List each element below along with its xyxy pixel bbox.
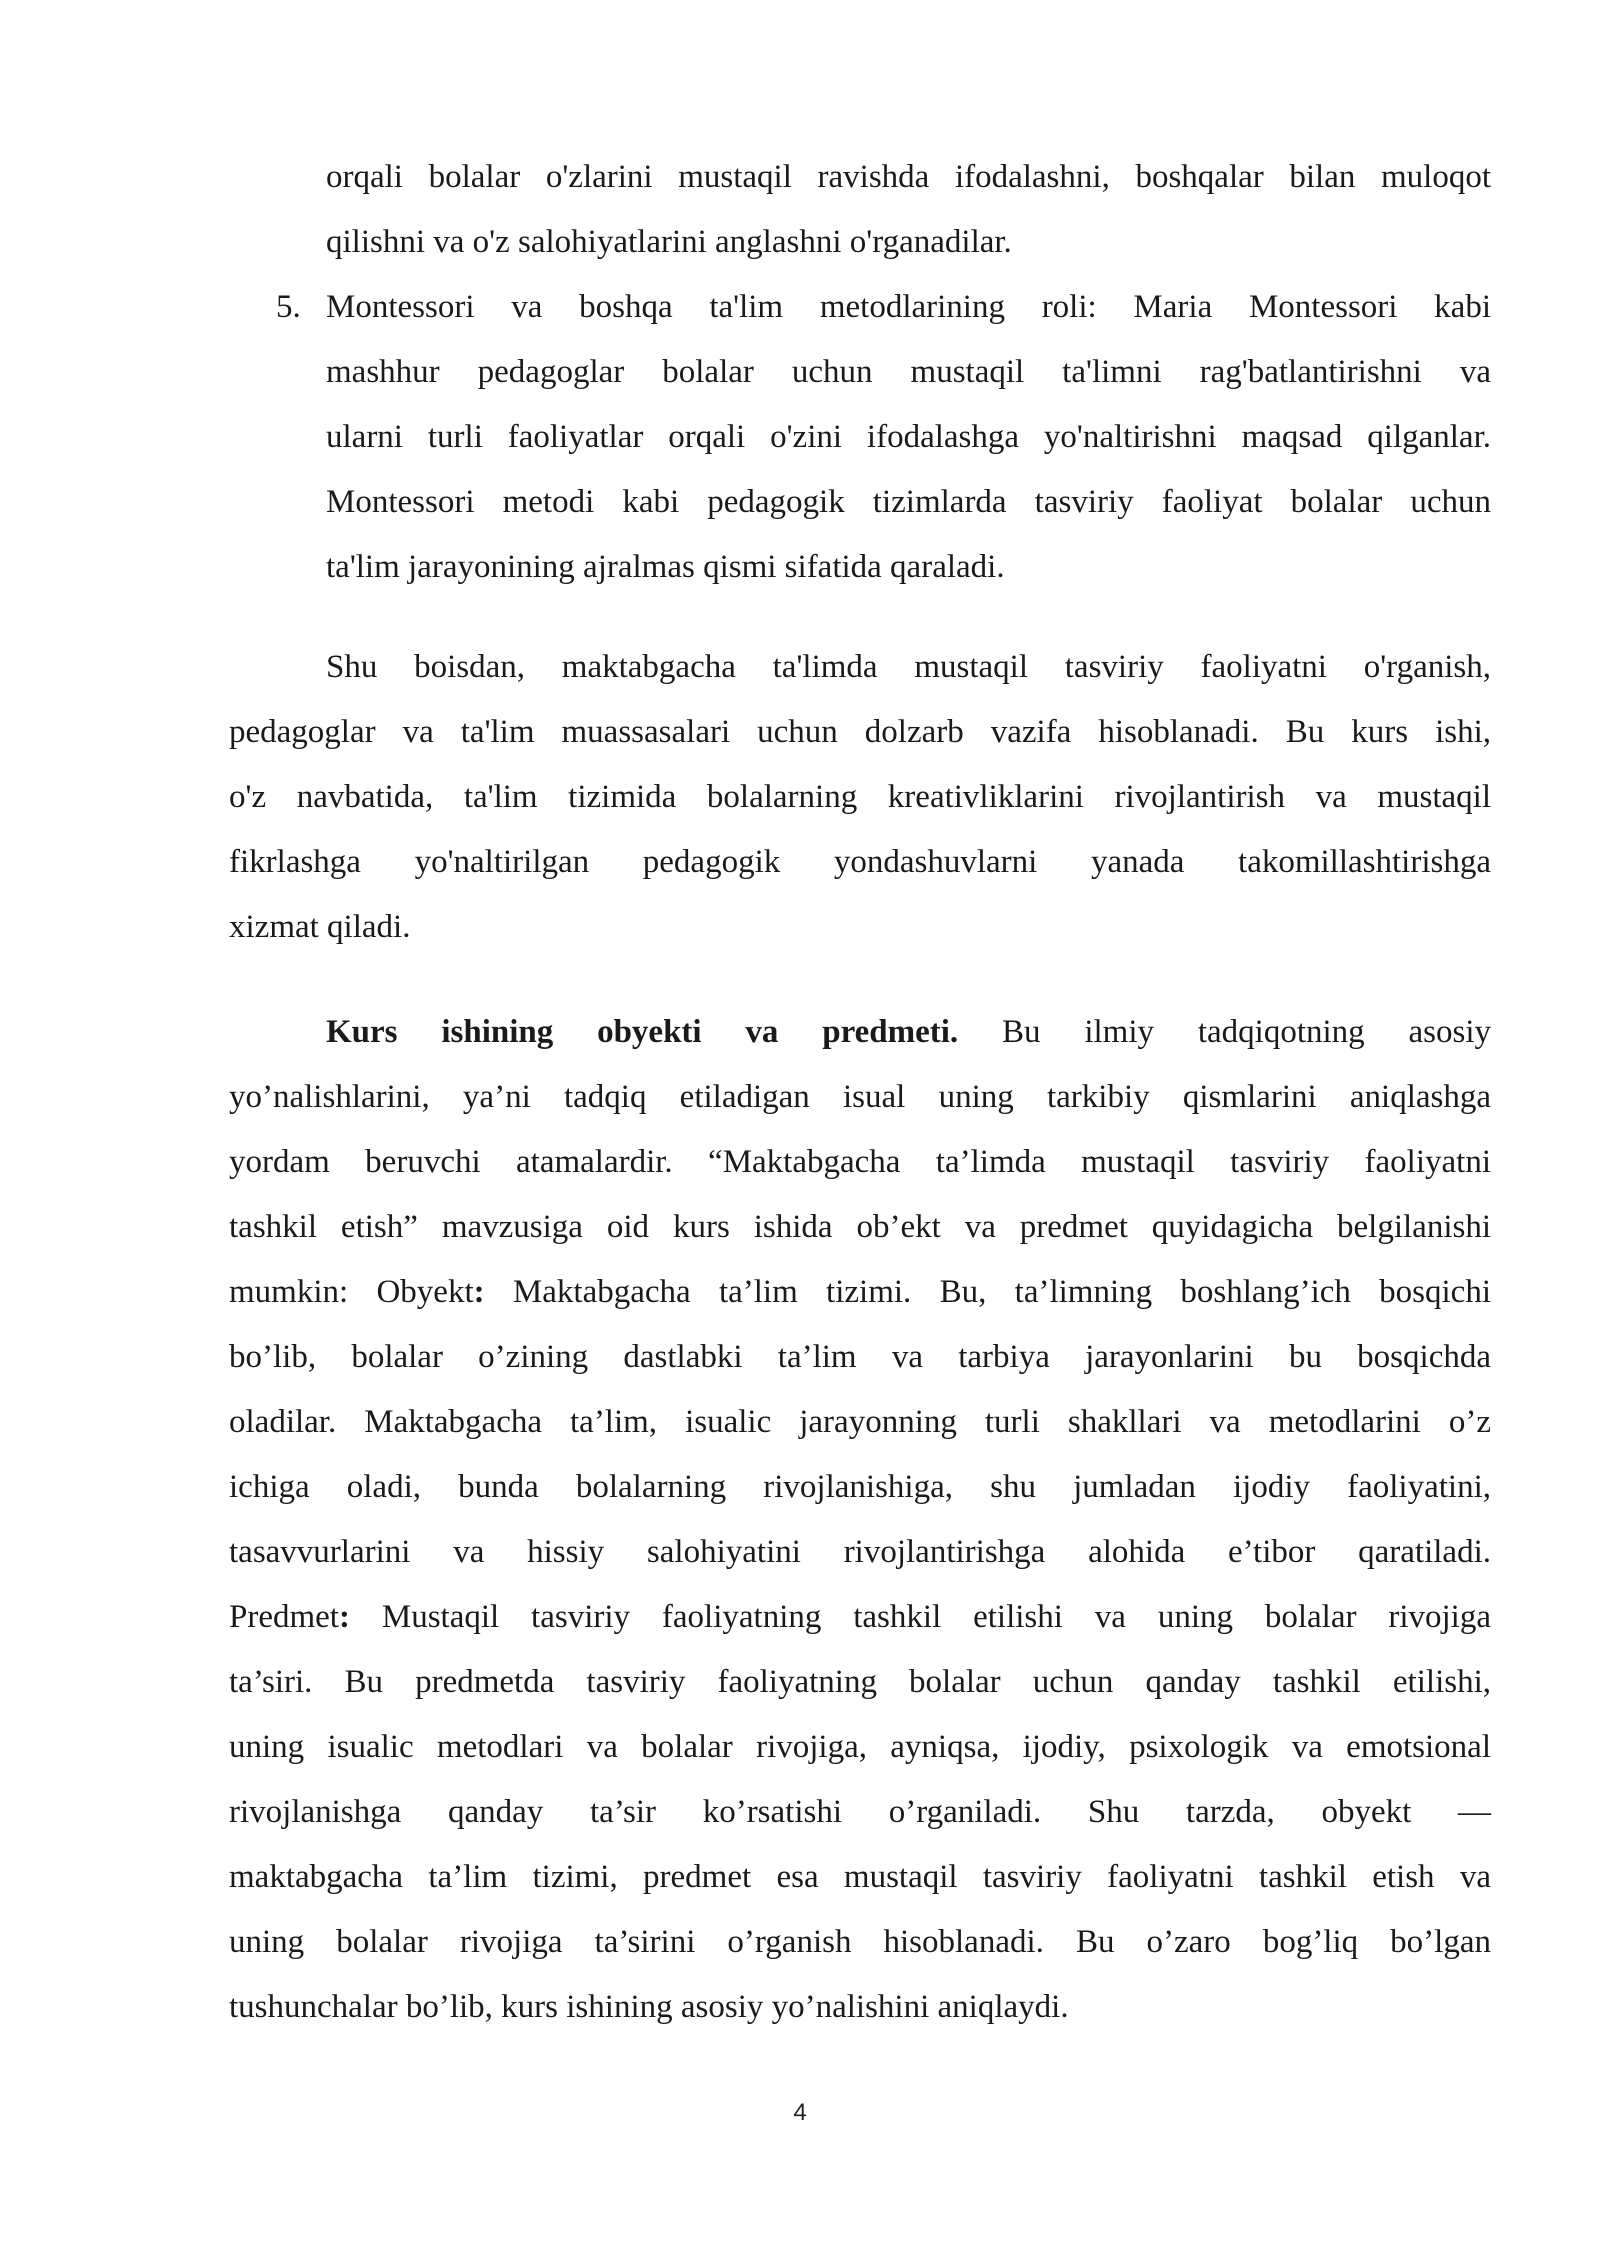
paragraph-shu-boisdan xyxy=(229,635,1491,960)
text-line: pedagoglar va ta'lim muassasalari uchun dolzarb vazifa hisoblanadi. Bu kurs ishi, xyxy=(229,714,1491,750)
obyekt-text: Maktabgacha ta’lim tizimi. Bu, ta’limning boshlang’ich bosqichi xyxy=(484,1274,1491,1310)
text-line: bo’lib, bolalar o’zining dastlabki ta’lim va tarbiya jarayonlarini bu bosqichda xyxy=(229,1339,1491,1375)
text-line: ta'lim jarayonining ajralmas qismi sifatida qaraladi. xyxy=(326,549,1005,585)
text-line xyxy=(229,1585,1491,1650)
heading-line-rest: Bu ilmiy tadqiqotning asosiy xyxy=(958,1014,1491,1050)
text-line: mashhur pedagoglar bolalar uchun mustaqil ta'limni rag'batlantirishni va xyxy=(326,354,1491,390)
page-number: 4 xyxy=(793,2099,807,2126)
text-line: yo’nalishlarini, ya’ni tadqiq etiladigan isual uning tarkibiy qismlarini aniqlashga xyxy=(229,1079,1491,1115)
predmet-text: Mustaqil tasviriy faoliyatning tashkil etilishi va uning bolalar rivojiga xyxy=(349,1599,1491,1635)
text-line: uning isualic metodlari va bolalar rivojiga, ayniqsa, ijodiy, psixologik va emotsional xyxy=(229,1729,1491,1765)
predmet-colon: : xyxy=(338,1599,350,1635)
text-line: fikrlashga yo'naltirilgan pedagogik yondashuvlarni yanada takomillashtirishga xyxy=(229,844,1491,880)
text-line: maktabgacha ta’lim tizimi, predmet esa mustaqil tasviriy faoliyatni tashkil etish va xyxy=(229,1859,1491,1895)
text-line: ichiga oladi, bunda bolalarning rivojlanishiga, shu jumladan ijodiy faoliyatini, xyxy=(229,1469,1491,1505)
list-item-number: 5. xyxy=(276,289,301,325)
text-line: tasavvurlarini va hissiy salohiyatini rivojlantirishga alohida e’tibor qaratiladi. xyxy=(229,1534,1491,1570)
text-line xyxy=(229,1260,1491,1325)
text-line xyxy=(229,1000,1491,1065)
paragraph-obyekt-predmet xyxy=(229,1000,1491,2040)
text-line: tashkil etish” mavzusiga oid kurs ishida ob’ekt va predmet quyidagicha belgilanishi xyxy=(229,1209,1491,1245)
text-line: rivojlanishga qanday ta’sir ko’rsatishi o’rganiladi. Shu tarzda, obyekt — xyxy=(229,1794,1491,1830)
text-line: orqali bolalar o'zlarini mustaqil ravishda ifodalashni, boshqalar bilan muloqot xyxy=(326,159,1491,195)
text-line: Montessori va boshqa ta'lim metodlarining roli: Maria Montessori kabi xyxy=(326,289,1491,325)
text-line: o'z navbatida, ta'lim tizimida bolalarning kreativliklarini rivojlantirish va mustaqil xyxy=(229,779,1491,815)
predmet-label: Predmet xyxy=(229,1599,339,1635)
list-item-5 xyxy=(326,275,1491,600)
text-line: uning bolalar rivojiga ta’sirini o’rganish hisoblanadi. Bu o’zaro bog’liq bo’lgan xyxy=(229,1924,1491,1960)
text-line: qilishni va o'z salohiyatlarini anglashni o'rganadilar. xyxy=(326,224,1012,260)
text-line: ta’siri. Bu predmetda tasviriy faoliyatning bolalar uchun qanday tashkil etilishi, xyxy=(229,1664,1491,1700)
text-line: xizmat qiladi. xyxy=(229,909,411,945)
section-heading: Kurs ishining obyekti va predmeti. xyxy=(326,1014,959,1050)
text-line: oladilar. Maktabgacha ta’lim, isualic jarayonning turli shakllari va metodlarini o’z xyxy=(229,1404,1491,1440)
text-line: ularni turli faoliyatlar orqali o'zini ifodalashga yo'naltirishni maqsad qilganlar. xyxy=(326,419,1491,455)
obyekt-label: mumkin: Obyekt xyxy=(229,1274,474,1310)
text-line: Shu boisdan, maktabgacha ta'limda mustaqil tasviriy faoliyatni o'rganish, xyxy=(326,649,1491,685)
text-line: Montessori metodi kabi pedagogik tizimlarda tasviriy faoliyat bolalar uchun xyxy=(326,484,1491,520)
text-line: tushunchalar bo’lib, kurs ishining asosiy yo’nalishini aniqlaydi. xyxy=(229,1989,1069,2025)
list-item-continuation xyxy=(326,145,1491,275)
obyekt-colon: : xyxy=(473,1274,485,1310)
text-line: yordam beruvchi atamalardir. “Maktabgacha ta’limda mustaqil tasviriy faoliyatni xyxy=(229,1144,1491,1180)
